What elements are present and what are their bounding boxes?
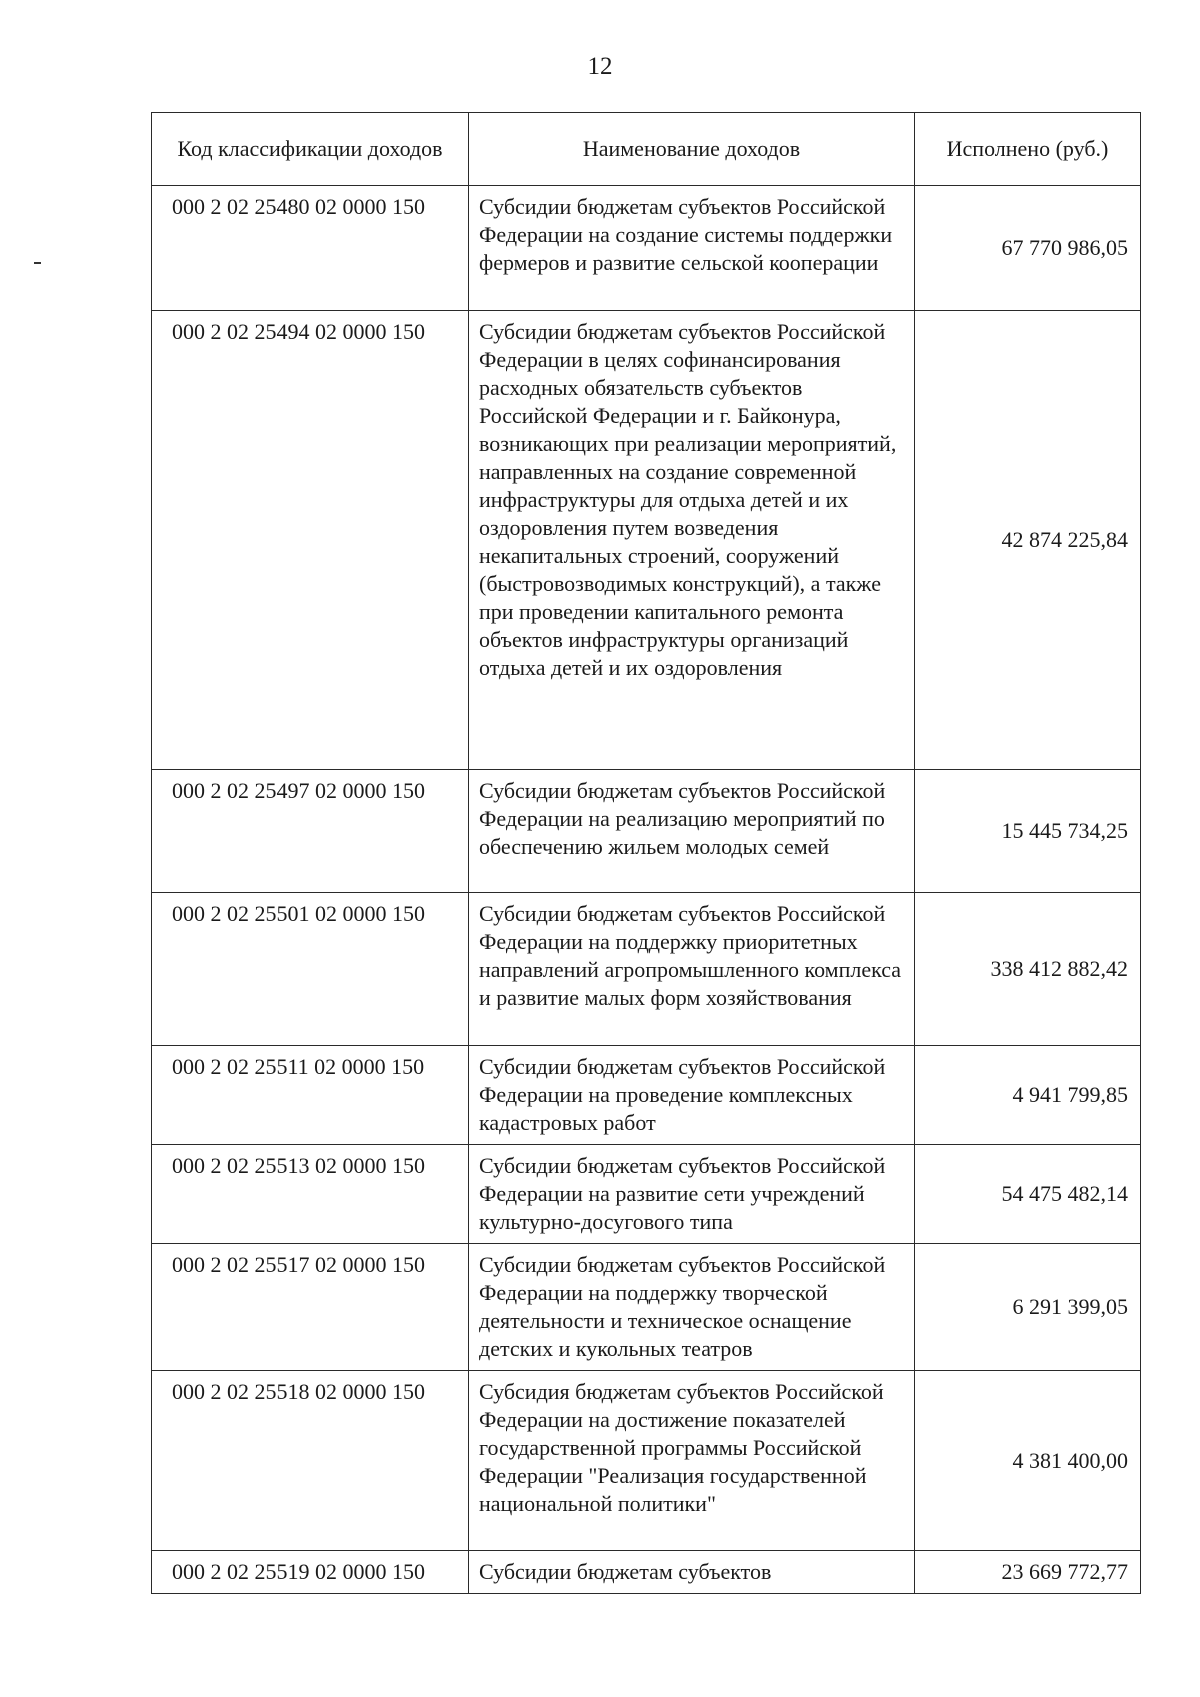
row-name: Субсидии бюджетам субъектов Российской Федерации в целях софинансирования расходных обязательств субъектов Российской Федерации и г. Байконура, возникающих при реализации мероприятий, направленных на создание современной инфраструктуры для отдыха детей и их оздоровления путем возведения некапитальных строений, сооружений (быстровозводимых конструкций), а также при проведении капитального ремонта объектов инфраструктуры организаций отдыха детей и их оздоровления [469, 311, 915, 770]
row-name: Субсидии бюджетам субъектов Российской Федерации на реализацию мероприятий по обеспечению жильем молодых семей [469, 770, 915, 893]
header-amount: Исполнено (руб.) [915, 113, 1141, 186]
header-name: Наименование доходов [469, 113, 915, 186]
table-row [152, 1145, 1141, 1244]
row-code: 000 2 02 25501 02 0000 150 [152, 893, 469, 1046]
revenue-table [151, 112, 1141, 1594]
table-header-row [152, 113, 1141, 186]
table-row [152, 893, 1141, 1046]
row-amount: 4 941 799,85 [915, 1046, 1141, 1145]
margin-mark [34, 262, 41, 264]
table-row [152, 1046, 1141, 1145]
row-name: Субсидия бюджетам субъектов Российской Федерации на достижение показателей государственной программы Российской Федерации "Реализация государственной национальной политики" [469, 1371, 915, 1551]
row-code: 000 2 02 25511 02 0000 150 [152, 1046, 469, 1145]
table-row [152, 186, 1141, 311]
row-name: Субсидии бюджетам субъектов Российской Федерации на развитие сети учреждений культурно-досугового типа [469, 1145, 915, 1244]
table-row [152, 1551, 1141, 1594]
row-name: Субсидии бюджетам субъектов Российской Федерации на поддержку приоритетных направлений агропромышленного комплекса и развитие малых форм хозяйствования [469, 893, 915, 1046]
table-row [152, 311, 1141, 770]
row-code: 000 2 02 25480 02 0000 150 [152, 186, 469, 311]
row-name: Субсидии бюджетам субъектов [469, 1551, 915, 1594]
row-code: 000 2 02 25497 02 0000 150 [152, 770, 469, 893]
row-name: Субсидии бюджетам субъектов Российской Федерации на проведение комплексных кадастровых работ [469, 1046, 915, 1145]
row-amount: 4 381 400,00 [915, 1371, 1141, 1551]
row-amount: 67 770 986,05 [915, 186, 1141, 311]
row-code: 000 2 02 25519 02 0000 150 [152, 1551, 469, 1594]
row-amount: 15 445 734,25 [915, 770, 1141, 893]
row-amount: 54 475 482,14 [915, 1145, 1141, 1244]
table-row [152, 1371, 1141, 1551]
row-name: Субсидии бюджетам субъектов Российской Федерации на поддержку творческой деятельности и техническое оснащение детских и кукольных театров [469, 1244, 915, 1371]
row-amount: 338 412 882,42 [915, 893, 1141, 1046]
row-code: 000 2 02 25513 02 0000 150 [152, 1145, 469, 1244]
header-code: Код классификации доходов [152, 113, 469, 186]
row-name: Субсидии бюджетам субъектов Российской Федерации на создание системы поддержки фермеров и развитие сельской кооперации [469, 186, 915, 311]
row-code: 000 2 02 25494 02 0000 150 [152, 311, 469, 770]
row-code: 000 2 02 25518 02 0000 150 [152, 1371, 469, 1551]
table-row [152, 1244, 1141, 1371]
row-amount: 6 291 399,05 [915, 1244, 1141, 1371]
row-code: 000 2 02 25517 02 0000 150 [152, 1244, 469, 1371]
row-amount: 42 874 225,84 [915, 311, 1141, 770]
page-number: 12 [587, 53, 613, 80]
row-amount: 23 669 772,77 [915, 1551, 1141, 1594]
table-row [152, 770, 1141, 893]
